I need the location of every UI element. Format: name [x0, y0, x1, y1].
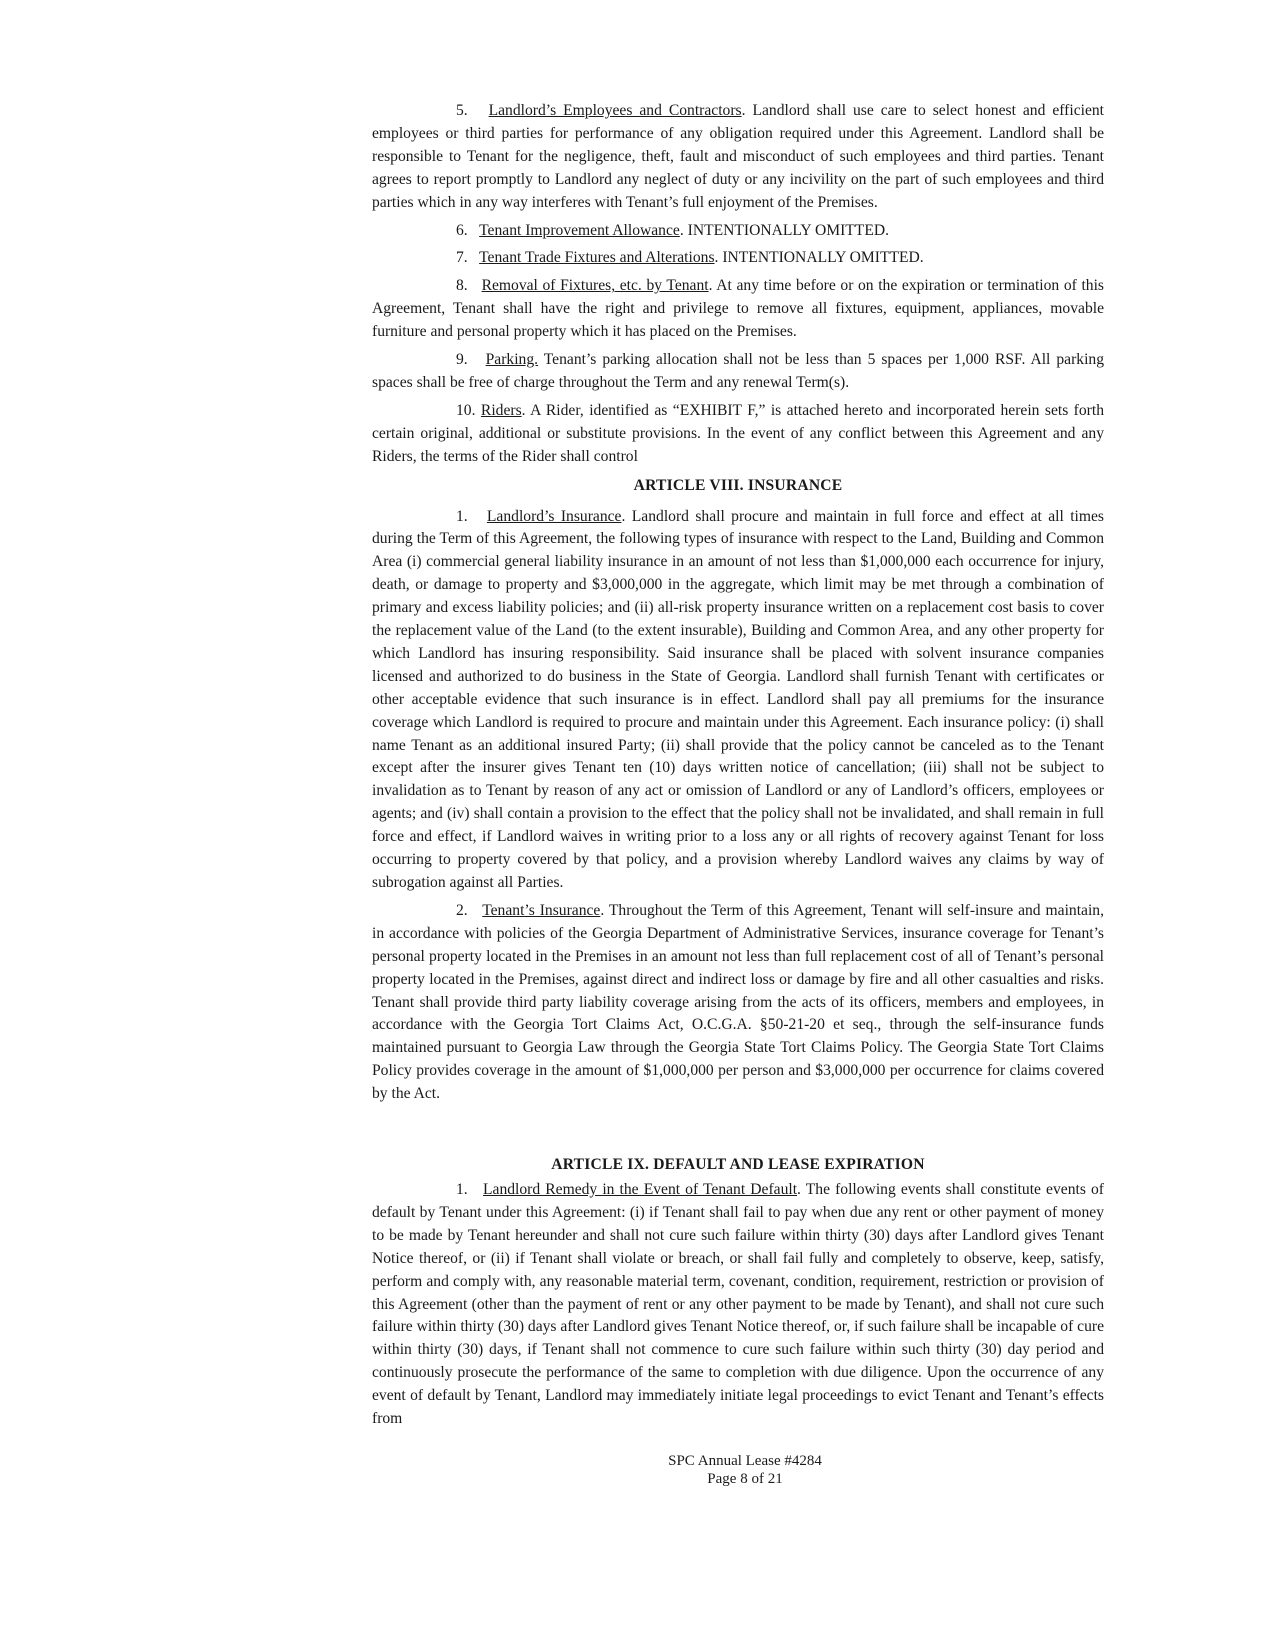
paragraph-title: Landlord’s Employees and Contractors: [488, 102, 742, 119]
paragraph-text: . Landlord shall procure and maintain in full force and effect at all times during the Term of this Agreement, the following types of insurance with respect to the Land, Building and Common Area (i) commercial general liability insurance in an amount of not less than $1,000,000 each occurrence for injury, death, or damage to property and $3,000,000 in the aggregate, which limit may be met through a combination of primary and excess liability policies; and (ii) all-risk property insurance written on a replacement cost basis to cover the replacement value of the Land (to the extent insurable), Building and Common Area, and any other property for which Landlord has insuring responsibility. Said insurance shall be placed with solvent insurance companies licensed and authorized to do business in the State of Georgia. Landlord shall furnish Tenant with certificates or other acceptable evidence that such insurance is in effect. Landlord shall pay all premiums for the insurance coverage which Landlord is required to procure and maintain under this Agreement. Each insurance policy: (i) shall name Tenant as an additional insured Party; (ii) shall provide that the policy cannot be canceled as to the Tenant except after the insurer gives Tenant ten (10) days written notice of cancellation; (iii) shall not be subject to invalidation as to Tenant by reason of any act or omission of Landlord or any of Landlord’s officers, employees or agents; and (iv) shall contain a provision to the effect that the policy shall not be invalidated, and shall remain in full force and effect, if Landlord waives in writing prior to a loss any or all rights of recovery against Tenant for loss occurring to property covered by that policy, and a provision whereby Landlord waives any claims by way of subrogation against all Parties.: [372, 507, 1104, 891]
paragraph-number: 6.: [456, 221, 468, 239]
section-paragraph: [372, 220, 1104, 243]
paragraph-text: . Throughout the Term of this Agreement, Tenant will self-insure and maintain, in accordance with policies of the Georgia Department of Administrative Services, insurance coverage for Tenant’s personal property located in the Premises in an amount not less than full replacement cost of all of Tenant’s personal property located in the Premises, against direct and indirect loss or damage by fire and all other casualties and risks. Tenant shall provide third party liability coverage arising from the acts of its officers, members and employees, in accordance with the Georgia Tort Claims Act, O.C.G.A. §50-21-20 et seq., through the self-insurance funds maintained pursuant to Georgia Law through the Georgia State Tort Claims Policy. The Georgia State Tort Claims Policy provides coverage in the amount of $1,000,000 per person and $3,000,000 per occurrence for claims covered by the Act.: [372, 901, 1104, 1103]
paragraph-number: 5.: [456, 102, 468, 119]
paragraph-title: Parking.: [485, 351, 539, 369]
paragraph-number: 1.: [456, 507, 468, 525]
paragraph-number: 7.: [456, 249, 468, 267]
paragraph-number: 8.: [456, 277, 468, 295]
page-number: Page 8 of 21: [707, 1471, 783, 1487]
paragraph-text: . INTENTIONALLY OMITTED.: [714, 249, 924, 267]
paragraph-title: Landlord Remedy in the Event of Tenant Default: [483, 1180, 798, 1198]
paragraph-text: . Landlord shall use care to select honest and efficient employees or third parties for performance of any obligation required under this Agreement. Landlord shall be responsible to Tenant for the negligence, theft, fault and misconduct of such employees and third parties. Tenant agrees to report promptly to Landlord any neglect of duty or any incivility on the part of such employees and third parties which in any way interferes with Tenant’s full enjoyment of the Premises.: [372, 102, 1105, 211]
section-paragraph: [372, 100, 1104, 215]
article-heading: ARTICLE VIII. INSURANCE: [633, 476, 843, 494]
paragraph-number: 9.: [456, 351, 468, 369]
section-paragraph: [372, 349, 1104, 395]
paragraph-text: . At any time before or on the expiration or termination of this Agreement, Tenant shall have the right and privilege to remove all fixtures, equipment, appliances, movable furniture and personal property which it has placed on the Premises.: [372, 277, 1104, 341]
paragraph-title: Tenant Improvement Allowance: [479, 221, 680, 239]
paragraph-text: . The following events shall constitute events of default by Tenant under this Agreement: (i) if Tenant shall fail to pay when due any rent or other payment of money to be made by Tenant hereunder and shall not cure such failure within thirty (30) days after Landlord gives Tenant Notice thereof, or (ii) if Tenant shall violate or breach, or shall fail fully and completely to observe, keep, satisfy, perform and comply with, any reasonable material term, covenant, condition, requirement, restriction or provision of this Agreement (other than the payment of rent or any other payment to be made by Tenant), and shall not cure such failure within thirty (30) days after Landlord gives Tenant Notice thereof, or, if such failure shall be incapable of cure within thirty (30) days, if Tenant shall not commence to cure such failure within such thirty (30) day period and continuously prosecute the performance of the same to completion with due diligence. Upon the occurrence of any event of default by Tenant, Landlord may immediately initiate legal proceedings to evict Tenant and Tenant’s effects from: [372, 1180, 1104, 1428]
paragraph-text: . INTENTIONALLY OMITTED.: [679, 221, 890, 239]
paragraph-number: 2.: [456, 901, 468, 919]
paragraph-title: Landlord’s Insurance: [486, 507, 622, 525]
document-page: [372, 100, 1104, 1436]
section-paragraph: [372, 400, 1104, 469]
paragraph-text: Tenant’s parking allocation shall not be less than 5 spaces per 1,000 RSF. All parking spaces shall be free of charge throughout the Term and any renewal Term(s).: [372, 351, 1104, 391]
article-heading: ARTICLE IX. DEFAULT AND LEASE EXPIRATION: [551, 1156, 925, 1174]
section-paragraph: [372, 900, 1104, 1106]
page-footer: [0, 1452, 1275, 1488]
section-paragraph: [372, 247, 1104, 270]
paragraph-title: Removal of Fixtures, etc. by Tenant: [481, 277, 709, 295]
section-paragraph: [372, 506, 1104, 895]
paragraph-title: Tenant’s Insurance: [482, 901, 601, 919]
paragraph-number: 1.: [456, 1180, 468, 1198]
paragraph-number: 10.: [456, 401, 476, 419]
section-paragraph: [372, 1179, 1104, 1431]
section-paragraph: [372, 275, 1104, 344]
lease-id: SPC Annual Lease #4284: [668, 1453, 822, 1469]
paragraph-title: Tenant Trade Fixtures and Alterations: [479, 249, 715, 267]
paragraph-text: . A Rider, identified as “EXHIBIT F,” is attached hereto and incorporated herein sets forth certain original, additional or substitute provisions. In the event of any conflict between this Agreement and any Riders, the terms of the Rider shall control: [372, 401, 1104, 465]
paragraph-title: Riders: [480, 401, 522, 419]
